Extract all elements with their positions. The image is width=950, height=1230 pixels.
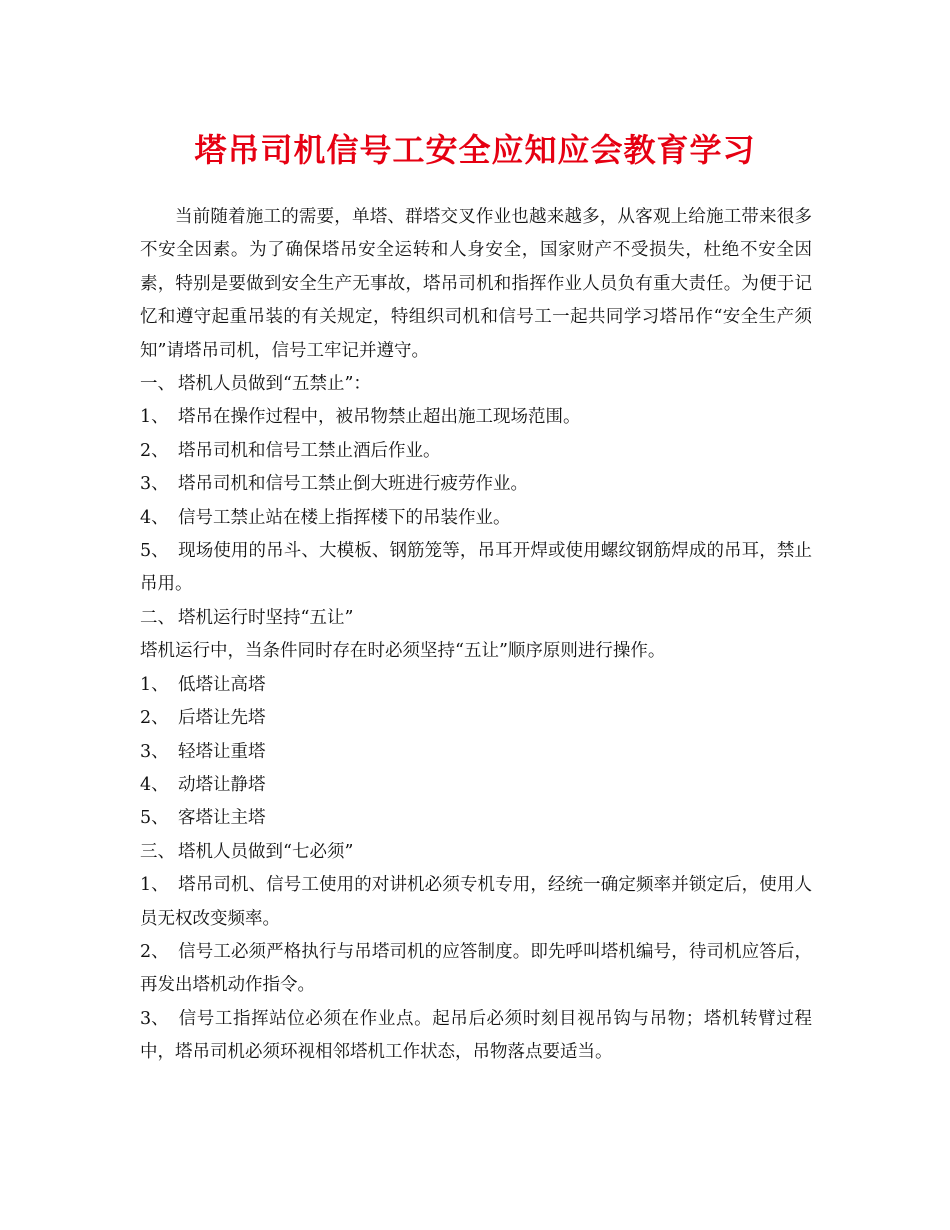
list-item	[140, 468, 812, 501]
item-number: 3、	[140, 741, 169, 762]
list-item	[140, 535, 812, 602]
document-body	[140, 201, 812, 1070]
item-text: 轻塔让重塔	[178, 741, 266, 762]
list-item	[140, 669, 812, 702]
item-number: 3、	[140, 474, 169, 495]
section-number: 一、	[140, 374, 175, 395]
item-number: 1、	[140, 674, 169, 695]
list-item	[140, 769, 812, 802]
item-text: 塔吊司机和信号工禁止酒后作业。	[178, 440, 441, 461]
section-heading	[140, 602, 812, 635]
item-text: 塔吊司机和信号工禁止倒大班进行疲劳作业。	[178, 474, 528, 495]
list-item	[140, 435, 812, 468]
section-heading-text: 塔机运行时坚持“五让”	[178, 607, 354, 628]
list-item	[140, 1003, 812, 1070]
item-number: 3、	[140, 1008, 169, 1029]
item-text: 信号工禁止站在楼上指挥楼下的吊装作业。	[178, 507, 511, 528]
list-item	[140, 736, 812, 769]
item-number: 2、	[140, 708, 169, 729]
item-text: 后塔让先塔	[178, 708, 266, 729]
item-text: 塔吊在操作过程中，被吊物禁止超出施工现场范围。	[178, 407, 581, 428]
item-number: 5、	[140, 541, 169, 562]
item-number: 1、	[140, 407, 169, 428]
section-note: 塔机运行中，当条件同时存在时必须坚持“五让”顺序原则进行操作。	[140, 641, 666, 662]
list-item	[140, 802, 812, 835]
item-text: 客塔让主塔	[178, 808, 266, 829]
item-text: 塔吊司机、信号工使用的对讲机必须专机专用，经统一确定频率并锁定后，使用人员无权改变频率。	[140, 875, 812, 929]
section-number: 二、	[140, 607, 175, 628]
list-item	[140, 502, 812, 535]
item-text: 低塔让高塔	[178, 674, 266, 695]
item-number: 2、	[140, 440, 169, 461]
item-text: 信号工必须严格执行与吊塔司机的应答制度。即先呼叫塔机编号，待司机应答后，再发出塔机动作指令。	[140, 941, 812, 996]
list-item	[140, 869, 812, 936]
intro-paragraph: 当前随着施工的需要，单塔、群塔交叉作业也越来越多，从客观上给施工带来很多不安全因素。为了确保塔吊安全运转和人身安全，国家财产不受损失，杜绝不安全因素，特别是要做到安全生产无事故，塔吊司机和指挥作业人员负有重大责任。为便于记忆和遵守起重吊装的有关规定，特组织司机和信号工一起共同学习塔吊作“安全生产须知”请塔吊司机，信号工牢记并遵守。	[140, 207, 812, 361]
item-number: 4、	[140, 507, 169, 528]
document-title: 塔吊司机信号工安全应知应会教育学习	[194, 131, 756, 169]
item-number: 2、	[140, 941, 169, 962]
item-number: 4、	[140, 774, 169, 795]
list-item	[140, 401, 812, 434]
section-heading-text: 塔机人员做到“七必须”	[178, 841, 354, 862]
section-heading	[140, 368, 812, 401]
item-number: 5、	[140, 808, 169, 829]
item-text: 信号工指挥站位必须在作业点。起吊后必须时刻目视吊钩与吊物；塔机转臂过程中，塔吊司机必须环视相邻塔机工作状态，吊物落点要适当。	[140, 1008, 812, 1063]
section-heading	[140, 836, 812, 869]
item-number: 1、	[140, 875, 169, 896]
item-text: 现场使用的吊斗、大模板、钢筋笼等，吊耳开焊或使用螺纹钢筋焊成的吊耳，禁止吊用。	[140, 541, 812, 595]
list-item	[140, 702, 812, 735]
list-item	[140, 936, 812, 1003]
item-text: 动塔让静塔	[178, 774, 266, 795]
section-number: 三、	[140, 841, 175, 862]
section-heading-text: 塔机人员做到“五禁止”：	[178, 374, 371, 395]
